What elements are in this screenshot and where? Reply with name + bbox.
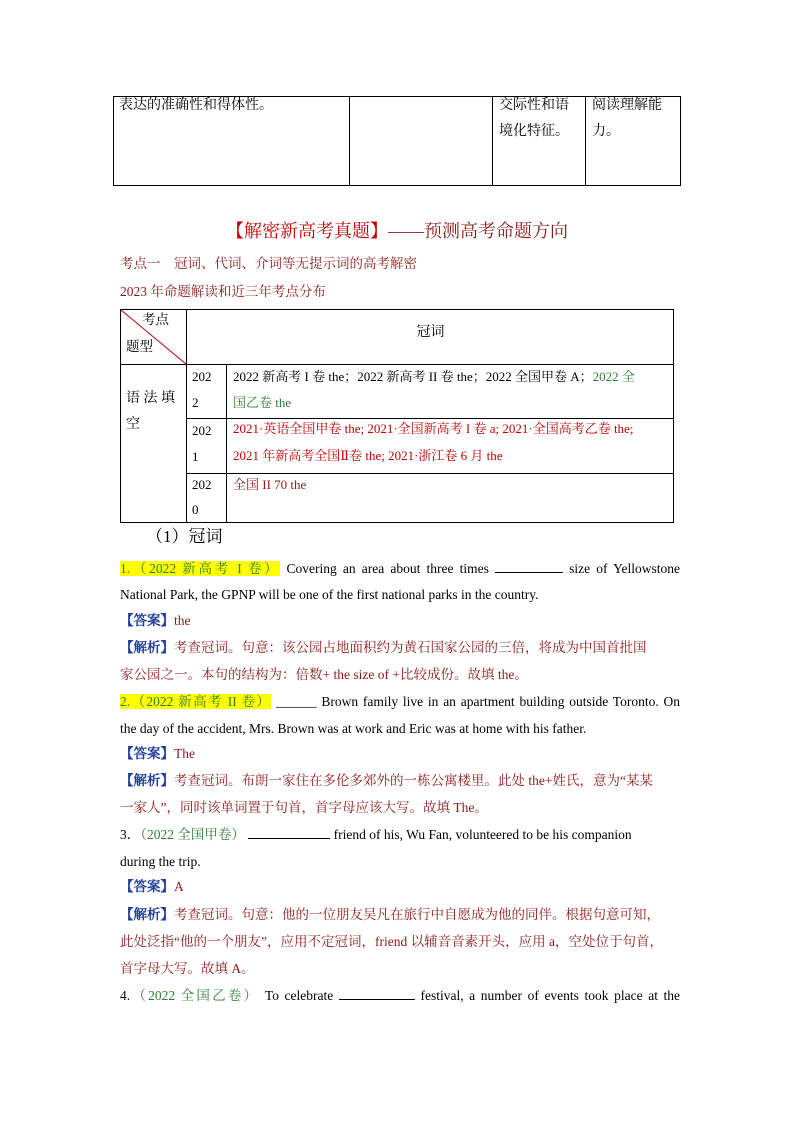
q2-blank[interactable]: ______ xyxy=(276,694,317,709)
q3-blank[interactable] xyxy=(248,824,330,839)
q1-analysis-label: 【解析】 xyxy=(120,640,174,655)
q2-analysis-text1: 考查冠词。布朗一家住在多伦多郊外的一栋公寓楼里。此处 the+姓氏，意为“某某 xyxy=(174,773,653,788)
q1-analysis-line1 xyxy=(120,635,680,661)
row-2020-content-line1: 全国 II 70 the xyxy=(233,477,307,492)
corner-top-label: 考点 xyxy=(142,312,169,327)
row-2020-year-line2: 0 xyxy=(192,502,199,517)
section-title-articles: （1）冠词 xyxy=(146,527,223,546)
q3-analysis-line2: 此处泛指“他的一个朋友”，应用不定冠词，friend 以辅音音素开头，应用 a，空处位于句首， xyxy=(120,934,663,949)
row-2022-year-line1: 202 xyxy=(192,369,212,384)
dist-table-row-header-line1: 语 法 填 xyxy=(126,391,175,406)
subheading-line: 2023 年命题解读和近三年考点分布 xyxy=(120,284,326,299)
q3-analysis-text1: 考查冠词。句意：他的一位朋友吴凡在旅行中自愿成为他的同伴。根据句意可知， xyxy=(174,907,660,922)
top-table-col4-line2: 力。 xyxy=(592,124,620,139)
q1-answer-label: 【答案】 xyxy=(120,613,174,628)
q3-number: 3． xyxy=(120,827,141,842)
row-2022-content-black: 2022 新高考 I 卷 the；2022 新高考 II 卷 the；2022 全国甲卷 A； xyxy=(233,369,593,384)
q2-line2: the day of the accident, Mrs. Brown was at work and Eric was at home with his father. xyxy=(120,721,587,736)
q2-analysis-line1 xyxy=(120,768,680,794)
q4-text-a: To celebrate xyxy=(264,988,334,1003)
q4-number: 4. xyxy=(120,988,131,1003)
q2-analysis-line2: 一家人”，同时该单词置于句首，首字母应该大写。故填 The。 xyxy=(120,800,488,815)
q3-answer xyxy=(120,874,680,900)
heading-bracket-title: 【解密新高考真题】 xyxy=(226,221,388,241)
q3-answer-value: A xyxy=(174,879,184,894)
q3-source: （2022 全国甲卷） xyxy=(140,827,245,842)
corner-bottom-label: 题型 xyxy=(126,339,153,354)
q2-answer-label: 【答案】 xyxy=(120,746,174,761)
kaodian-line: 考点一 冠词、代词、介词等无提示词的高考解密 xyxy=(120,256,417,271)
q1-analysis-line2: 家公园之一。本句的结构为：倍数+ the size of +比较成份。故填 the。 xyxy=(120,667,528,682)
top-table-col3-line1: 交际性和语 xyxy=(499,98,569,113)
q3-line1 xyxy=(120,822,680,848)
dist-table-vline-2 xyxy=(226,364,227,523)
q4-blank[interactable] xyxy=(339,985,415,1000)
q1-blank[interactable] xyxy=(495,558,563,573)
q2-answer-value: The xyxy=(174,746,195,761)
q1-line1 xyxy=(120,556,680,582)
row-2022-content-green-1: 2022 全 xyxy=(592,369,635,384)
dist-table-column-header: 冠词 xyxy=(416,325,445,340)
q1-line2: National Park, the GPNP will be one of the first national parks in the country. xyxy=(120,587,539,602)
q2-line1 xyxy=(120,689,680,715)
row-2021-content-line1: 2021·英语全国甲卷 the; 2021·全国新高考 I 卷 a; 2021·全国高考乙卷 the; xyxy=(233,421,634,436)
q1-source: 1.（2022 新高考 I 卷） xyxy=(120,561,281,576)
q4-line1 xyxy=(120,983,680,1009)
q4-text-b: festival, a number of events took place at the xyxy=(420,988,681,1003)
row-2020-year-line1: 202 xyxy=(192,477,212,492)
top-table-col3-line2: 境化特征。 xyxy=(499,124,569,139)
q3-analysis-line3: 首字母大写。故填 A。 xyxy=(120,961,255,976)
row-2021-year-line1: 202 xyxy=(192,423,212,438)
row-2022-content-green-2: 国乙卷 the xyxy=(233,395,292,410)
q4-source: （2022 全国乙卷） xyxy=(130,988,260,1003)
row-2021-year-line2: 1 xyxy=(192,449,199,464)
q2-analysis-label: 【解析】 xyxy=(120,773,174,788)
q3-analysis-label: 【解析】 xyxy=(120,907,174,922)
q2-text-line1: Brown family live in an apartment building outside Toronto. On xyxy=(321,694,680,709)
row-2022-content-line1 xyxy=(233,364,635,390)
q2-answer xyxy=(120,741,680,767)
q1-analysis-text1: 考查冠词。句意：该公园占地面积约为黄石国家公园的三倍，将成为中国首批国 xyxy=(174,640,647,655)
row-2021-content-line2: 2021 年新高考全国Ⅱ卷 the; 2021·浙江卷 6 月 the xyxy=(233,448,503,463)
row-2022-year-line2: 2 xyxy=(192,395,199,410)
q1-answer xyxy=(120,608,680,634)
q3-text-line1: friend of his, Wu Fan, volunteered to be his companion xyxy=(333,827,632,842)
top-table-cell-2 xyxy=(349,96,493,186)
top-table-col1-text: 表达的准确性和得体性。 xyxy=(119,98,273,113)
heading-rest: ——预测高考命题方向 xyxy=(388,221,568,241)
q1-answer-value: the xyxy=(174,613,191,628)
top-table-col4-line1: 阅读理解能 xyxy=(592,98,662,113)
q3-analysis-line1 xyxy=(120,902,680,928)
section-heading xyxy=(0,217,794,245)
q3-line2: during the trip. xyxy=(120,854,201,869)
q1-text-b: size of Yellowstone xyxy=(569,561,681,576)
q2-source: 2.（2022 新高考 II 卷） xyxy=(120,694,272,709)
q1-text-a: Covering an area about three times xyxy=(286,561,489,576)
dist-table-row-header-line2: 空 xyxy=(126,417,140,432)
q3-answer-label: 【答案】 xyxy=(120,879,174,894)
